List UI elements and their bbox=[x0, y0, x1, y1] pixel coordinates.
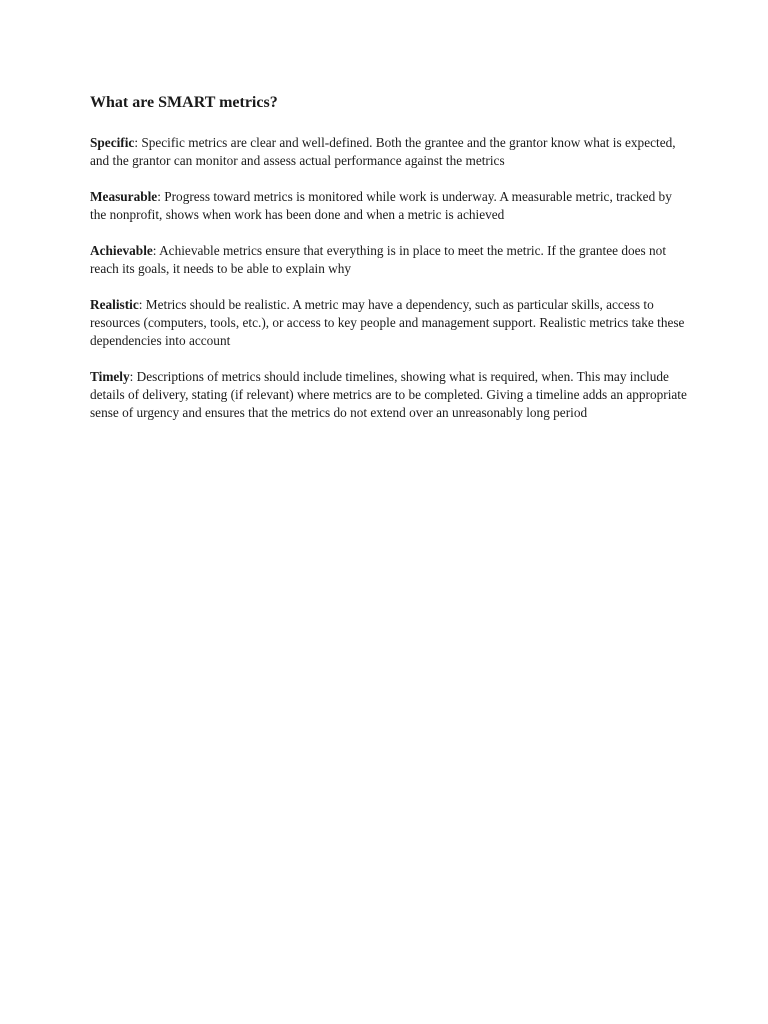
section-term: Measurable bbox=[90, 189, 158, 204]
document-body bbox=[90, 92, 690, 440]
section-specific bbox=[90, 134, 690, 170]
section-achievable bbox=[90, 242, 690, 278]
section-text: : Specific metrics are clear and well-defined. Both the grantee and the grantor know what is expected, and the grantor can monitor and assess actual performance against the metrics bbox=[90, 135, 676, 168]
section-text: : Metrics should be realistic. A metric may have a dependency, such as particular skills, access to resources (computers, tools, etc.), or access to key people and management support. Realistic metrics take these dependencies into account bbox=[90, 297, 685, 348]
section-text: : Achievable metrics ensure that everything is in place to meet the metric. If the grantee does not reach its goals, it needs to be able to explain why bbox=[90, 243, 667, 276]
section-realistic bbox=[90, 296, 690, 350]
section-term: Achievable bbox=[90, 243, 153, 258]
section-measurable bbox=[90, 188, 690, 224]
document-title: What are SMART metrics? bbox=[90, 94, 278, 111]
section-text: : Descriptions of metrics should include timelines, showing what is required, when. This may include details of delivery, stating (if relevant) where metrics are to be completed. Giving a timeline adds an appropriate sense of urgency and ensures that the metrics do not extend over an unreasonably long period bbox=[90, 369, 687, 420]
section-term: Realistic bbox=[90, 297, 139, 312]
section-text: : Progress toward metrics is monitored while work is underway. A measurable metric, tracked by the nonprofit, shows when work has been done and when a metric is achieved bbox=[90, 189, 672, 222]
section-term: Specific bbox=[90, 135, 135, 150]
section-timely bbox=[90, 368, 690, 422]
section-term: Timely bbox=[90, 369, 130, 384]
